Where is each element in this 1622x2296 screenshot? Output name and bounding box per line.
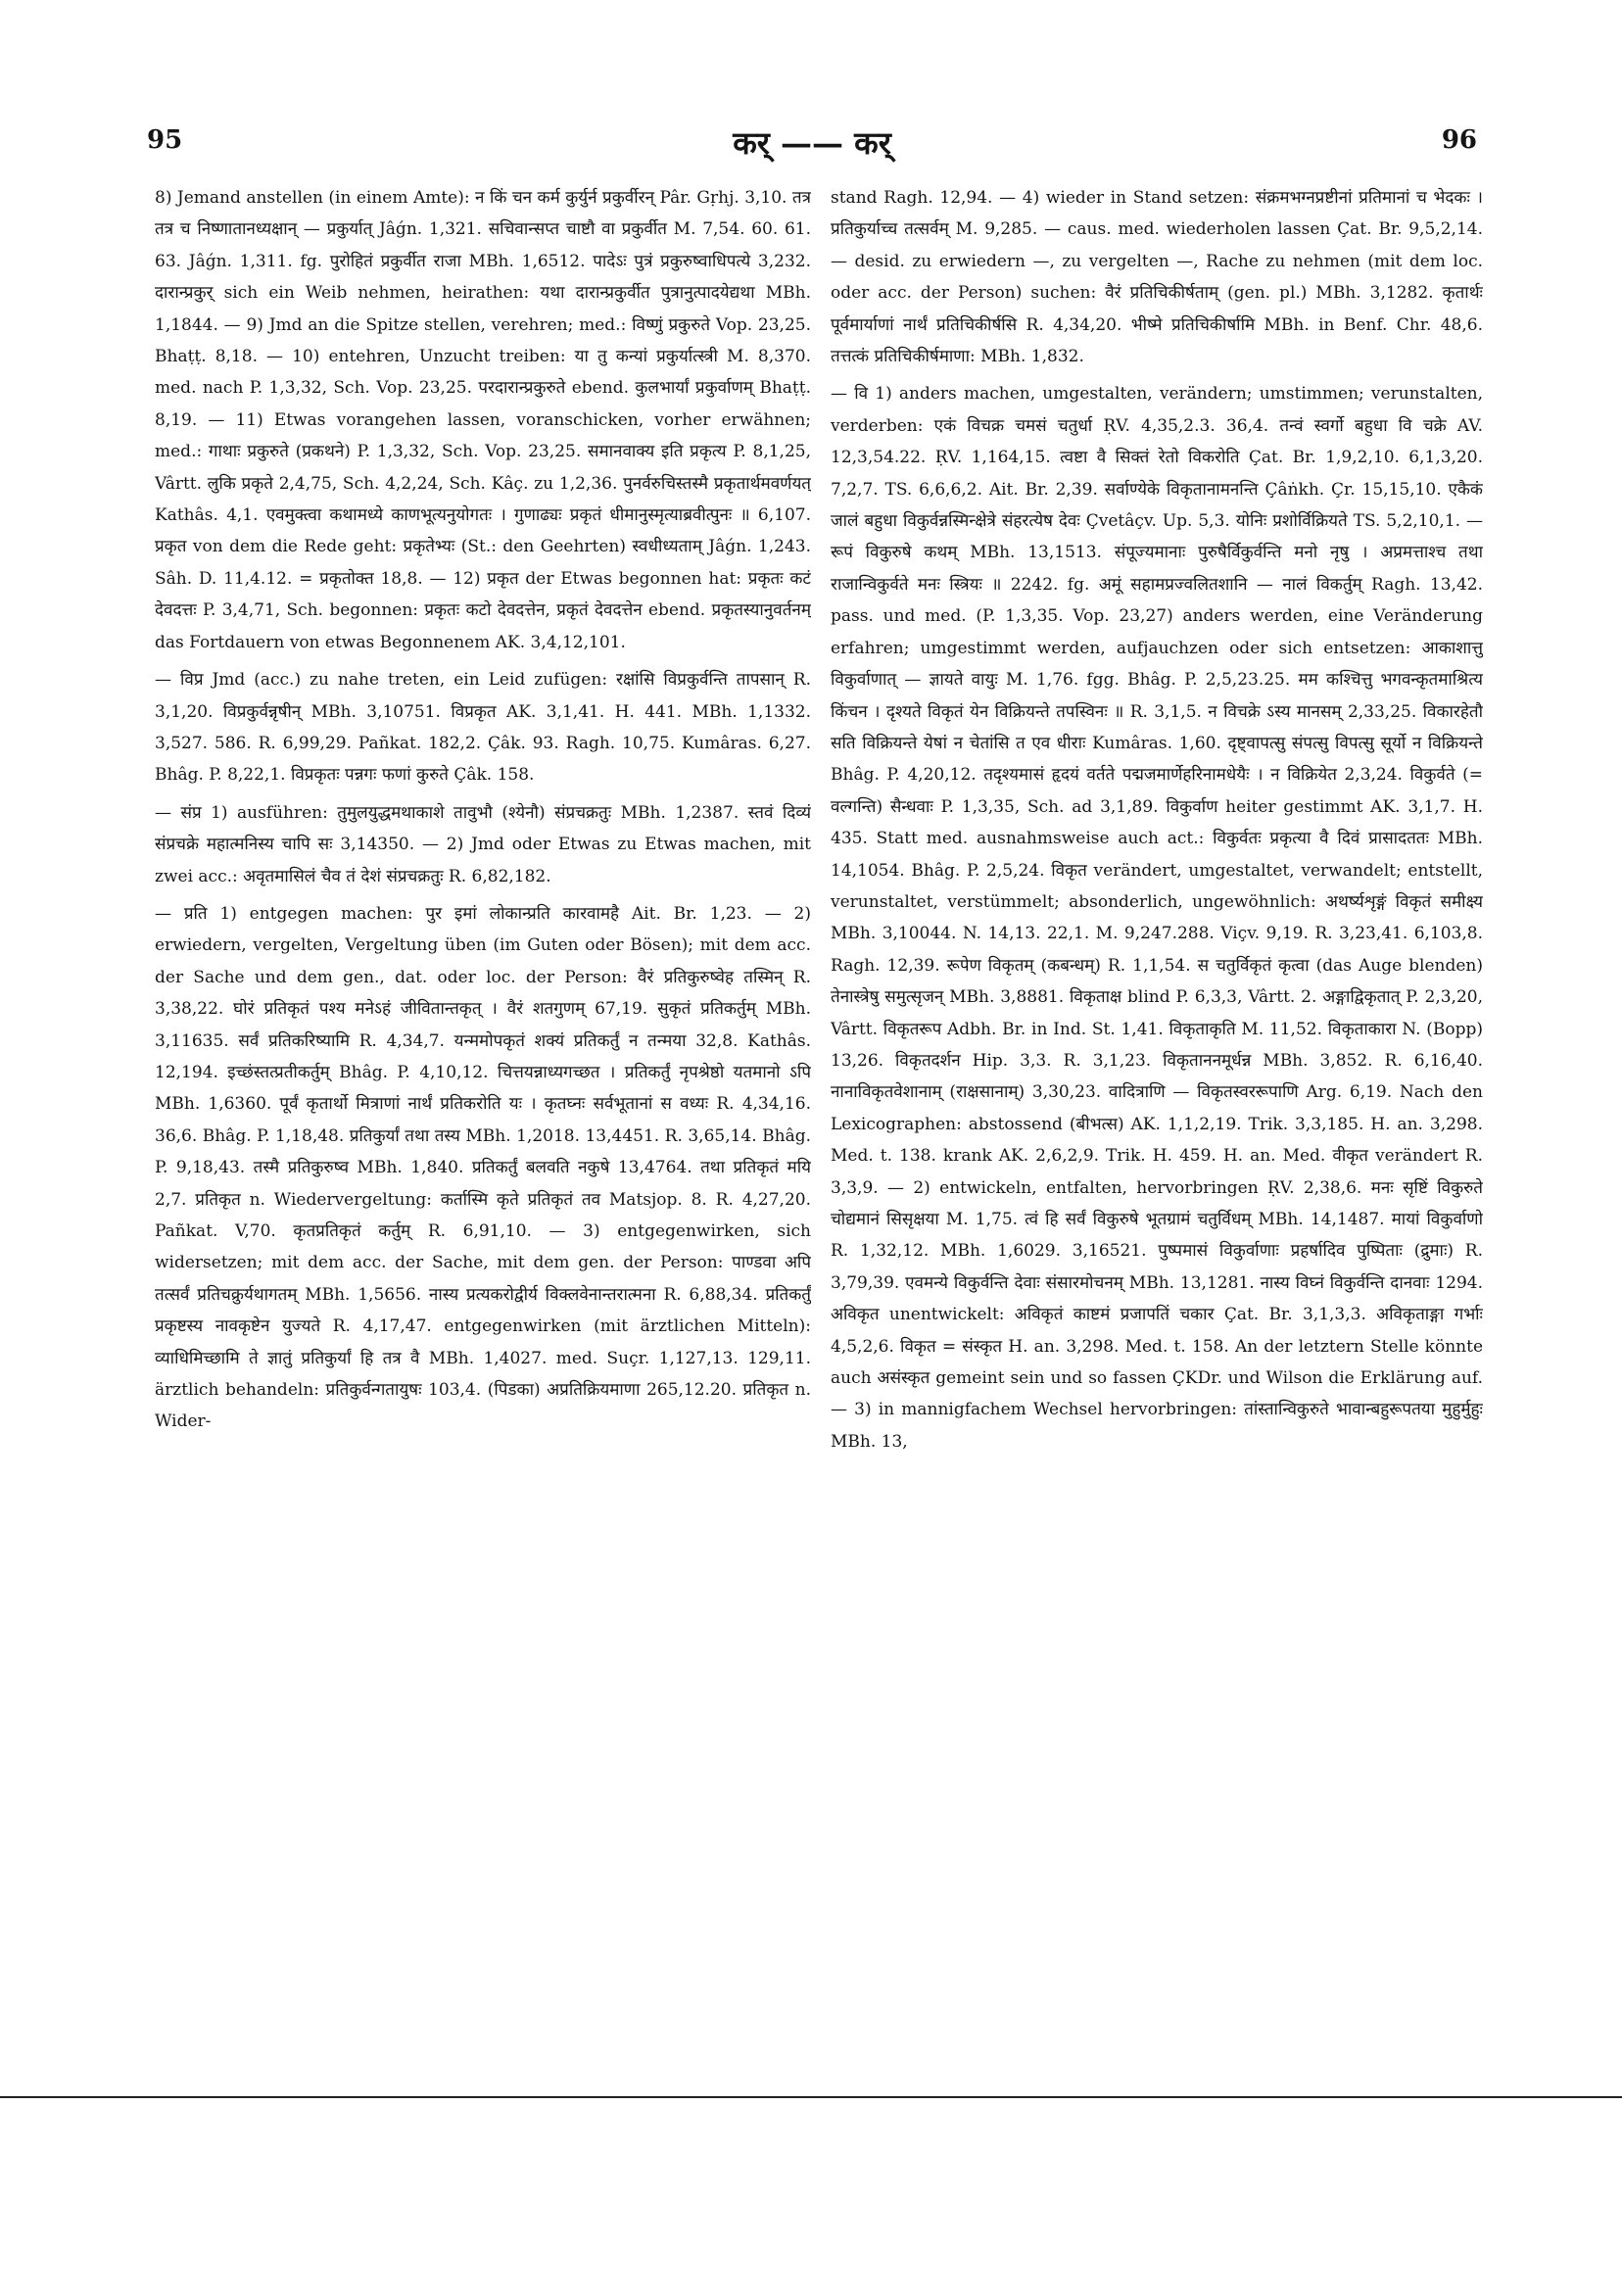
entry-paragraph: — वि 1) anders machen, umgestalten, verändern; umstimmen; verunstalten, verderben: एकं विचक्र चमसं चतुर्धा ṚV. 4,35,2.3. 36,4. तन्वं स्वर्गो बहुधा वि चक्रे AV. 12,3,54.22. ṚV. 1,164,15. त्वष्टा वै सिक्तं रेतो विकरोति Çat. Br. 1,9,2,10. 6,1,3,20. 7,2,7. TS. 6,6,6,2. Ait. Br. 2,39. सर्वाण्येके विकृतानामनन्ति Çâṅkh. Çr. 15,15,10. एकैकं जालं बहुधा विकुर्वन्नस्मिन्क्षेत्रे संहरत्येष देवः Çvetâçv. Up. 5,3. योनिः प्रशोर्विक्रियते TS. 5,2,10,1. — रूपं विकुरुषे कथम् MBh. 13,1513. संपूज्यमानाः पुरुषैर्विकुर्वन्ति मनो नृषु । अप्रमत्ताश्च तथा राजान्विकुर्वते मनः स्त्रियः ॥ 2242. fg. अमूं सहामप्रज्वलितशानि — नालं विकर्तुम् Ragh. 13,42. pass. und med. (P. 1,3,35. Vop. 23,27) anders werden, eine Veränderung erfahren; umgestimmt werden, aufjauchzen oder sich entsetzen: आकाशात्तु विकुर्वाणात् — ज्ञायते वायुः M. 1,76. fgg. Bhâg. P. 2,5,23.25. मम कश्चित्तु भगवन्कृतमाश्रित्य किंचन । दृश्यते विकृतं येन विक्रियन्ते तपस्विनः ॥ R. 3,1,5. न विचक्रे ऽस्य मानसम् 2,33,25. विकारहेतौ सति विक्रियन्ते येषां न चेतांसि त एव धीराः Kumâras. 1,60. दृष्ट्वापत्सु संपत्सु विपत्सु सूर्यो न विक्रियन्ते Bhâg. P. 4,20,12. तदृश्यमासं हृदयं वर्तते पद्मजमार्णेहरिनामधेयैः । न विक्रियेत 2,3,24. विकुर्वते (= वल्गन्ति) सैन्धवाः P. 1,3,35, Sch. ad 3,1,89. विकुर्वाण heiter gestimmt AK. 3,1,7. H. 435. Statt med. ausnahmsweise auch act.: विकुर्वतः प्रकृत्या वै दिवं प्रासादततः MBh. 14,1054. Bhâg. P. 2,5,24. विकृत verändert, umgestaltet, verwandelt; entstellt, verunstaltet, verstümmelt; absonderlich, ungewöhnlich: अथर्ष्यशृङ्गं विकृतं समीक्ष्य MBh. 3,10044. N. 14,13. 22,1. M. 9,247.288. Viçv. 9,19. R. 3,23,41. 6,103,8. Ragh. 12,39. रूपेण विकृतम् (कबन्धम्) R. 1,1,54. स चतुर्विकृतं कृत्वा (das Auge blenden) तेनास्त्रेषु समुत्सृजन् MBh. 3,8881. विकृताक्ष blind P. 6,3,3, Vârtt. 2. अङ्गाद्विकृतात् P. 2,3,20, Vârtt. विकृतरूप Adbh. Br. in Ind. St. 1,41. विकृताकृति M. 11,52. विकृताकारा N. (Bopp) 13,26. विकृतदर्शन Hip. 3,3. R. 3,1,23. विकृताननमूर्धन्न MBh. 3,852. R. 6,16,40. नानाविकृतवेशानाम् (राक्षसानाम्) 3,30,23. वादित्राणि — विकृतस्वररूपाणि Arg. 6,19. Nach den Lexicographen: abstossend (बीभत्स) AK. 1,1,2,19. Trik. 3,3,185. H. an. 3,298. Med. t. 138. krank AK. 2,6,2,9. Trik. H. 459. H. an. Med. वीकृत verändert R. 3,3,9. — 2) entwickeln, entfalten, hervorbringen ṚV. 2,38,6. मनः सृष्टिं विकुरुते चोद्यमानं सिसृक्षया M. 1,75. त्वं हि सर्वं विकुरुषे भूतग्रामं चतुर्विधम् MBh. 14,1487. मायां विकुर्वाणो R. 1,32,12. MBh. 1,6029. 3,16521. पुष्पमासं विकुर्वाणाः प्रहर्षादिव पुष्पिताः (द्रुमाः) R. 3,79,39. एवमन्ये विकुर्वन्ति देवाः संसारमोचनम् MBh. 13,1281. नास्य विघ्नं विकुर्वन्ति दानवाः 1294. अविकृत unentwickelt: अविकृतं काष्टमं प्रजापतिं चकार Çat. Br. 3,1,3,3. अविकृताङ्गा गर्भाः 4,5,2,6. विकृत = संस्कृत H. an. 3,298. Med. t. 158. An der letztern Stelle könnte auch असंस्कृत gemeint sein und so fassen ÇKDr. und Wilson die Erklärung auf. — 3) in mannigfachem Wechsel hervorbringen: तांस्तान्विकुरुते भावान्बहुरूपतया मुहुर्मुहुः MBh. 13, — [831, 384, 1483, 1452]
entry-paragraph: — संप्र 1) ausführen: तुमुलयुद्धमथाकाशे तावुभौ (श्येनौ) संप्रचक्रतुः MBh. 1,2387. स्तवं दिव्यं संप्रचक्रे महात्मनिस्य चापि सः 3,14350. — 2) Jmd oder Etwas zu Etwas machen, mit zwei acc.: अवृतमासिलं चैव तं देशं संप्रचक्रतुः R. 6,82,182. — [155, 802, 811, 886]
page-title: कर् —— कर् — [733, 124, 891, 162]
entry-paragraph: — प्रति 1) entgegen machen: पुर इमां लोकान्प्रति कारवामहै Ait. Br. 1,23. — 2) erwiedern, vergelten, Vergeltung üben (im Guten oder Bösen); mit dem acc. der Sache und dem gen., dat. oder loc. der Person: वैरं प्रतिकुरुष्वेह तस्मिन् R. 3,38,22. घोरं प्रतिकृतं पश्य मनेऽहं जीवितान्तकृत् । वैरं शतगुणम् 67,19. सुकृतं प्रतिकर्तुम् MBh. 3,11635. सर्वं प्रतिकरिष्यामि R. 4,34,7. यन्ममोपकृतं शक्यं प्रतिकर्तुं न तन्मया 32,8. Kathâs. 12,194. इच्छंस्तत्प्रतीकर्तुम् Bhâg. P. 4,10,12. चित्तयन्नाध्यगच्छत । प्रतिकर्तुं नृपश्रेष्ठो यतमानो ऽपि MBh. 1,6360. पूर्वं कृतार्थो मित्राणां नार्थं प्रतिकरोति यः । कृतघ्नः सर्वभूतानां स वध्यः R. 4,34,16. 36,6. Bhâg. P. 1,18,48. प्रतिकुर्यां तथा तस्य MBh. 1,2018. 13,4451. R. 3,65,14. Bhâg. P. 9,18,43. तस्मै प्रतिकुरुष्व MBh. 1,840. प्रतिकर्तुं बलवति नकुषे 13,4764. तथा प्रतिकृतं मयि 2,7. प्रतिकृत n. Wiedervergeltung: कर्तास्मि कृते प्रतिकृतं तव Matsjop. 8. R. 4,27,20. Pañkat. V,70. कृतप्रतिकृतं कर्तुम् R. 6,91,10. — 3) entgegenwirken, sich widersetzen; mit dem acc. der Sache, mit dem gen. der Person: पाण्डवा अपि तत्सर्वं प्रतिचक्रुर्यथागतम् MBh. 1,5656. नास्य प्रत्यकरोद्वीर्य विक्लवेनान्तरात्मना R. 6,88,34. प्रतिकर्तुं प्रकृष्टस्य नावकृष्टेन युज्यते R. 4,17,47. entgegenwirken (mit ärztlichen Mitteln): व्याधिमिच्छामि ते ज्ञातुं प्रतिकुर्यां हि तत्र वै MBh. 1,4027. med. Suçr. 1,127,13. 129,11. ärztlich behandeln: प्रतिकुर्वन्गतायुषः 103,4. (पिडका) अप्रतिक्रियमाणा 265,12.20. प्रतिकृत n. Wider- — [155, 903, 811, 1432]
entry-paragraph: 8) Jemand anstellen (in einem Amte): न किं चन कर्म कुर्युर्न प्रकुर्वीरन् Pâr. Gṛhj. 3,10. तत्र तत्र च निष्णातानध्यक्षान् — प्रकुर्यात् Jâǵn. 1,321. सचिवान्सप्त चाष्टौ वा प्रकुर्वीत M. 7,54. 60. 61. 63. Jâǵn. 1,311. fg. पुरोहितं प्रकुर्वीत राजा MBh. 1,6512. पादेऽः पुत्रं प्रकुरुष्वाधिपत्ये 3,232. दारान्प्रकुर् sich ein Weib nehmen, heirathen: यथा दारान्प्रकुर्वीत पुत्रानुत्पादयेद्यथा MBh. 1,1844. — 9) Jmd an die Spitze stellen, verehren; med.: विष्णुं प्रकुरुते Vop. 23,25. Bhaṭṭ. 8,18. — 10) entehren, Unzucht treiben: या तु कन्यां प्रकुर्यात्स्त्री M. 8,370. med. nach P. 1,3,32, Sch. Vop. 23,25. परदारान्प्रकुरुते ebend. कुलभार्यां प्रकुर्वाणम् Bhaṭṭ. 8,19. — 11) Etwas vorangehen lassen, voranschicken, vorher erwähnen; med.: गाथाः प्रकुरुते (प्रकथने) P. 1,3,32, Sch. Vop. 23,25. समानवाक्य इति प्रकृत्य P. 8,1,25, Vârtt. लुकि प्रकृते 2,4,75, Sch. 4,2,24, Sch. Kâç. zu 1,2,36. पुनर्वरुचिस्तस्मै प्रकृतार्थमवर्णयत् Kathâs. 4,1. एवमुक्त्वा कथामध्ये काणभूत्यनुयोगतः । गुणाढ्यः प्रकृतं धीमानुस्मृत्याब्रवीत्पुनः ॥ 6,107. प्रकृत von dem die Rede geht: प्रकृतेभ्यः (St.: den Geehrten) स्वधीध्यताम् Jâǵn. 1,243. Sâh. D. 11,4.12. = प्रकृतोक्त 18,8. — 12) प्रकृत der Etwas begonnen hat: प्रकृतः कटं देवदत्तः P. 3,4,71, Sch. begonnen: प्रकृतः कटो देवदत्तेन, प्रकृतं देवदत्तेन ebend. प्रकृतस्यानुवर्तनम् das Fortdauern von etwas Begonnenem AK. 3,4,12,101. — [155, 188, 811, 652]
left-page-number: 95 — [147, 125, 183, 155]
footer-rule — [0, 2096, 1622, 2098]
left-column — [155, 182, 811, 2043]
page-header — [147, 125, 1477, 168]
entry-paragraph: stand Ragh. 12,94. — 4) wieder in Stand setzen: संक्रमभग्नप्रष्टीनां प्रतिमानां च भेदकः । प्रतिकुर्याच्च तत्सर्वम् M. 9,285. — caus. med. wiederholen lassen Çat. Br. 9,5,2,14. — desid. zu erwiedern —, zu vergelten —, Rache zu nehmen (mit dem loc. oder acc. der Person) suchen: वैरं प्रतिचिकीर्षताम् (gen. pl.) MBh. 3,1282. कृतार्थः पूर्वमार्याणां नार्थं प्रतिचिकीर्षसि R. 4,34,20. भीष्मे प्रतिचिकीर्षामि MBh. in Benf. Chr. 48,6. तत्तत्कं प्रतिचिकीर्षमाणा: MBh. 1,832. — [831, 188, 1483, 367]
entry-paragraph: — विप्र Jmd (acc.) zu nahe treten, ein Leid zufügen: रक्षांसि विप्रकुर्वन्ति तापसान् R. 3,1,20. विप्रकुर्वन्नृषीन् MBh. 3,10751. विप्रकृत AK. 3,1,41. H. 441. MBh. 1,1332. 3,527. 586. R. 6,99,29. Pañkat. 182,2. Çâk. 93. Ragh. 10,75. Kumâras. 6,27. Bhâg. P. 8,22,1. विप्रकृतः पन्नगः फणां कुरुते Çâk. 158. — [155, 670, 811, 786]
right-page-number: 96 — [1441, 125, 1477, 155]
right-column — [831, 182, 1483, 2043]
